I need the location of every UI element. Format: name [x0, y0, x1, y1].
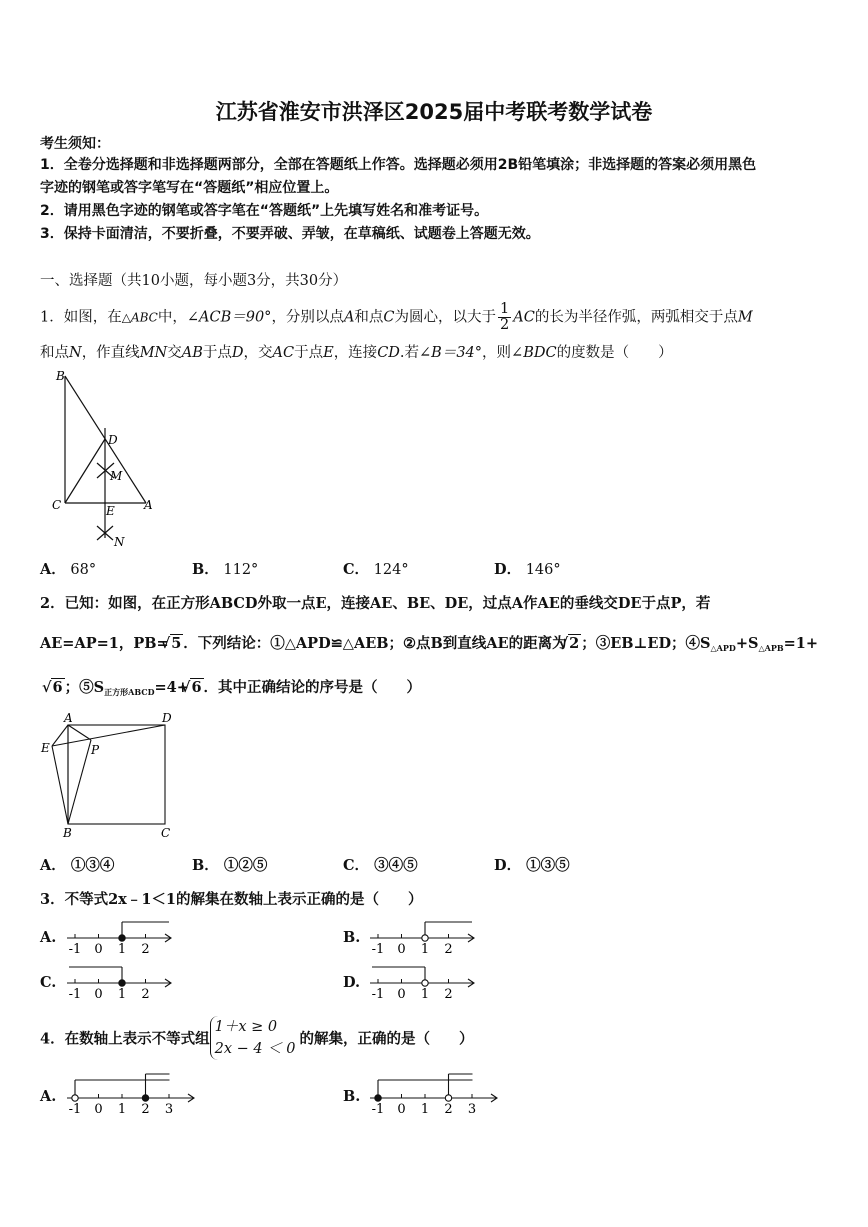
- label-n: N: [114, 535, 125, 548]
- fraction-half: $\frac{1}{2}$: [500, 301, 510, 333]
- q2-option-a[interactable]: A． ①③④: [40, 857, 115, 874]
- q4-option-a-numberline[interactable]: [63, 1070, 198, 1116]
- tick-label: 3: [164, 1102, 174, 1116]
- tick-label: 2: [444, 942, 453, 956]
- label-a: A: [144, 498, 153, 512]
- tick-label: 3: [467, 1102, 477, 1116]
- label-c: C: [52, 498, 62, 512]
- right-endpoint: [142, 1095, 148, 1101]
- tick-label: 0: [397, 942, 406, 956]
- tick-label: -1: [68, 942, 82, 956]
- q2-line2: AE=AP=1，PB=√ 5 ．下列结论：①△APD≌△AEB；②点B到直线AE的距离为√ 2 ；③EB⊥ED；$④S_{\triangle APD}+S_{\triangle APB}=1+$: [40, 632, 818, 653]
- q1-option-d[interactable]: D． 146°: [494, 561, 561, 578]
- label-c: C: [161, 826, 171, 840]
- tick-label: 1: [420, 1102, 430, 1116]
- q3-stem: 3．不等式2x﹣1＜1的解集在数轴上表示正确的是（ ）: [40, 891, 423, 908]
- q4-option-b-label[interactable]: B.: [343, 1088, 361, 1105]
- inequality-system: 1＋x ≥ 0 2x − 4 ＜ 0: [210, 1016, 300, 1060]
- label-p: P: [91, 743, 100, 757]
- segment-pb: [68, 740, 91, 824]
- q3-option-a-label[interactable]: A.: [40, 929, 57, 946]
- tick-label: 2: [444, 987, 453, 1001]
- q4-option-a-label[interactable]: A.: [40, 1088, 57, 1105]
- segment-ap: [68, 725, 91, 740]
- notice-item-2: 2．请用黑色字迹的钢笔或答字笔在“答题纸”上先填写姓名和准考证号。: [40, 203, 489, 219]
- tick-label: -1: [371, 942, 385, 956]
- tick-label: 2: [141, 987, 150, 1001]
- tick-label: 2: [444, 1102, 453, 1116]
- tick-label: -1: [68, 1102, 82, 1116]
- tick-label: -1: [371, 987, 385, 1001]
- tick-label: 1: [117, 942, 127, 956]
- label-m: M: [110, 469, 123, 483]
- q4-stem: 4．在数轴上表示不等式组 1＋x ≥ 0 2x − 4 ＜ 0 的解集，正确的是（ ）: [40, 1016, 474, 1060]
- tick-label: 0: [94, 987, 103, 1001]
- closed-point: [119, 935, 125, 941]
- segment-ed: [52, 725, 165, 746]
- q3-option-c-numberline[interactable]: [63, 959, 175, 1001]
- segment-cd: [65, 439, 105, 503]
- q2-line3: √ 6 ；$⑤S_{正方形ABCD}=4+√$ 6 ．其中正确结论的序号是（ ）: [50, 676, 421, 698]
- tick-label: 1: [117, 987, 127, 1001]
- open-point: [422, 935, 428, 941]
- closed-point: [119, 980, 125, 986]
- q3-option-a-numberline[interactable]: [63, 914, 175, 956]
- tick-label: 2: [141, 1102, 150, 1116]
- q2-option-b[interactable]: B． ①②⑤: [192, 857, 268, 874]
- q2-option-d[interactable]: D． ①③⑤: [494, 857, 570, 874]
- q1-option-c[interactable]: C． 124°: [343, 561, 409, 578]
- label-d: D: [108, 433, 118, 447]
- notice-item-1: 1．全卷分选择题和非选择题两部分，全部在答题纸上作答。选择题必须用2B铅笔填涂；非选择题的答案必须用黑色: [40, 157, 757, 173]
- segment-eb: [52, 746, 68, 824]
- label-b: B: [63, 826, 72, 840]
- tick-label: 0: [397, 987, 406, 1001]
- q1-line1: 1．如图，在△ABC中，∠ACB＝90°，分别以点A和点C为圆心，以大于 $\frac{1}{2}$ AC的长为半径作弧，两弧相交于点M: [40, 301, 753, 333]
- exam-title: 江苏省淮安市洪泽区2025届中考联考数学试卷: [215, 100, 653, 124]
- notice-item-1-cont: 字迹的钢笔或答字笔写在“答题纸”相应位置上。: [40, 180, 339, 196]
- section-heading: 一、选择题（共10小题，每小题3分，共30分）: [40, 273, 348, 289]
- q2-option-c[interactable]: C． ③④⑤: [343, 857, 418, 874]
- q3-option-b-numberline[interactable]: [366, 914, 478, 956]
- q2-line1: 2．已知：如图，在正方形ABCD外取一点E，连接AE、BE、DE，过点A作AE的垂线交DE于点P，若: [40, 595, 711, 612]
- label-e: E: [106, 504, 115, 518]
- open-point: [422, 980, 428, 986]
- label-e: E: [41, 741, 50, 755]
- q3-option-d-numberline[interactable]: [366, 959, 478, 1001]
- notice-item-3: 3．保持卡面清洁，不要折叠，不要弄破、弄皱，在草稿纸、试题卷上答题无效。: [40, 226, 540, 242]
- segment-ae: [52, 725, 68, 746]
- right-endpoint: [445, 1095, 451, 1101]
- label-a: A: [64, 711, 73, 725]
- tick-label: 1: [117, 1102, 127, 1116]
- notice-heading: 考生须知：: [40, 136, 110, 152]
- tick-label: 1: [420, 987, 430, 1001]
- q3-option-d-label[interactable]: D.: [343, 974, 361, 991]
- q2-figure: [38, 710, 178, 842]
- tick-label: 0: [397, 1102, 406, 1116]
- q3-option-c-label[interactable]: C.: [40, 974, 57, 991]
- q1-line2: 和点N，作直线MN交AB于点D，交AC于点E，连接CD.若∠B＝34°，则∠BDC的度数是（ ）: [40, 345, 673, 361]
- tick-label: -1: [68, 987, 82, 1001]
- tick-label: -1: [371, 1102, 385, 1116]
- tick-label: 0: [94, 1102, 103, 1116]
- q3-option-b-label[interactable]: B.: [343, 929, 361, 946]
- tick-label: 1: [420, 942, 430, 956]
- q1-figure: [48, 368, 168, 548]
- left-endpoint: [375, 1095, 381, 1101]
- tick-label: 0: [94, 942, 103, 956]
- left-endpoint: [72, 1095, 78, 1101]
- label-b: B: [56, 369, 65, 383]
- tick-label: 2: [141, 942, 150, 956]
- q4-option-b-numberline[interactable]: [366, 1070, 501, 1116]
- q1-option-a[interactable]: A． 68°: [40, 561, 97, 578]
- q1-option-b[interactable]: B． 112°: [192, 561, 259, 578]
- label-d: D: [162, 711, 172, 725]
